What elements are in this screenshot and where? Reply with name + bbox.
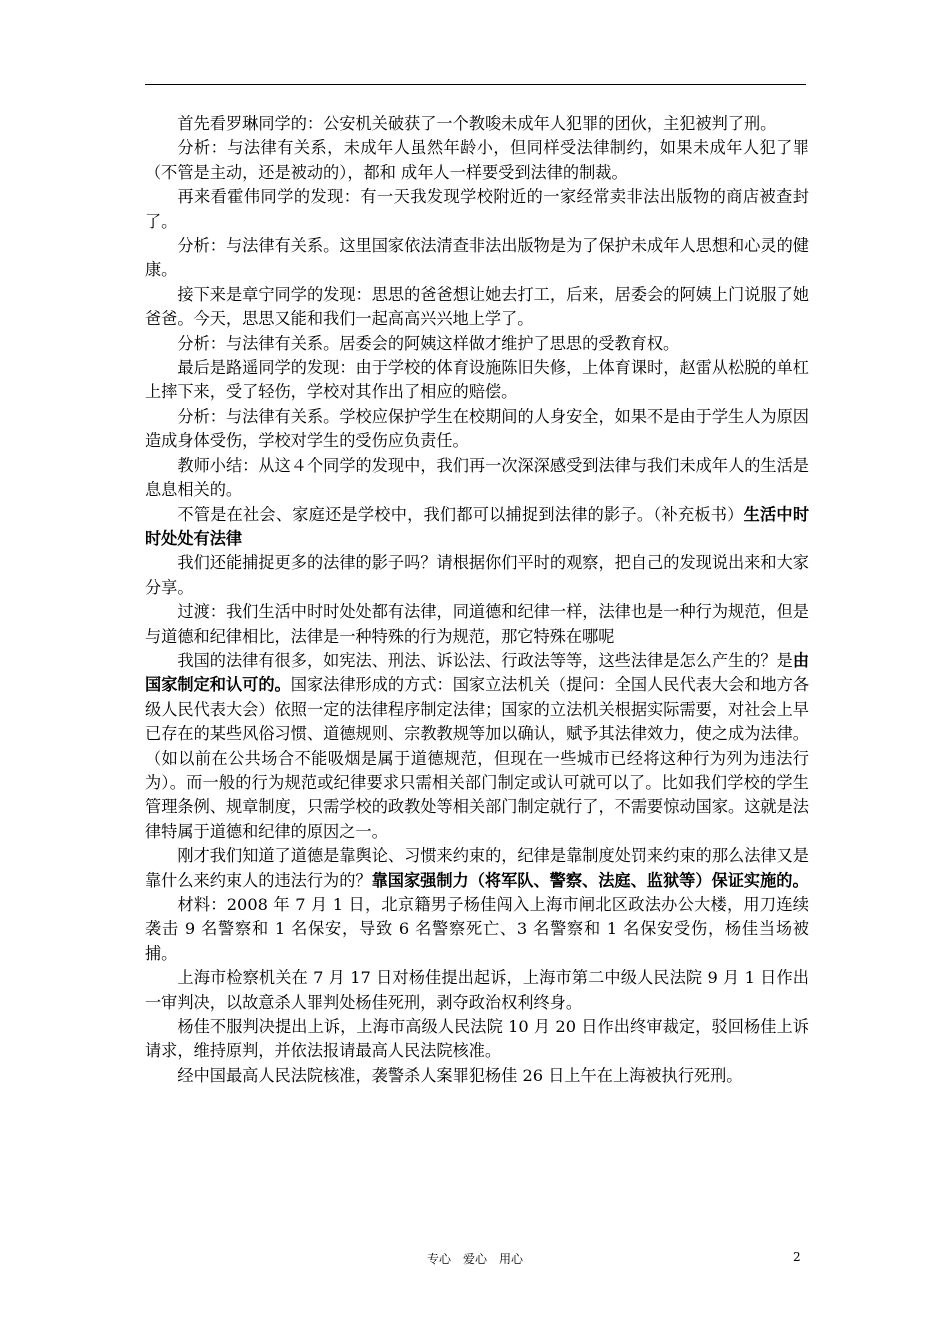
paragraph <box>145 136 809 185</box>
paragraph-text: 杨佳不服判决提出上诉，上海市高级人民法院 10 月 20 日作出终审裁定，驳回杨佳上诉请求，维持原判，并依法报请最高人民法院核准。 <box>145 1017 809 1061</box>
paragraph <box>145 1064 809 1088</box>
emphasis-text: 靠国家强制力（将军队、警察、法庭、监狱等）保证实施的。 <box>371 870 809 890</box>
paragraph <box>145 234 809 283</box>
page-number: 2 <box>793 1250 801 1264</box>
paragraph <box>145 503 809 552</box>
paragraph-text: 首先看罗琳同学的：公安机关破获了一个教唆未成年人犯罪的团伙，主犯被判了刑。 <box>177 114 777 133</box>
footer-motto: 专心 爱心 用心 <box>426 1252 523 1266</box>
paragraph <box>145 966 809 1015</box>
paragraph <box>145 844 809 893</box>
paragraph <box>145 283 809 332</box>
paragraph <box>145 1015 809 1064</box>
paragraph <box>145 649 809 844</box>
paragraph-text: 我们还能捕捉更多的法律的影子吗？请根据你们平时的观察，把自己的发现说出来和大家分享。 <box>145 553 809 597</box>
paragraph <box>145 893 809 966</box>
paragraph-text: 接下来是章宁同学的发现：思思的爸爸想让她去打工，后来，居委会的阿姨上门说服了她爸爸。今天，思思又能和我们一起高高兴兴地上学了。 <box>145 284 809 329</box>
paragraph-text: 国家法律形成的方式：国家立法机关（提问：全国人民代表大会和地方各级人民代表大会）依照一定的法律程序制定法律；国家的立法机关根据实际需要，对社会上早已存在的某些风俗习惯、道德规则、宗教教规等加以确认，赋予其法律效力，使之成为法律。（如以前在公共场合不能吸烟是属于道德规范，但现在一些城市已经将这种行为列为违法行为）。而一般的行为规范或纪律要求只需相关部门制定或认可就可以了。比如我们学校的学生管理条例、规章制度，只需学校的政教处等相关部门制定就行了，不需要惊动国家。这就是法律特属于道德和纪律的原因之一。 <box>145 675 810 841</box>
paragraph-text: 分析：与法律有关系，未成年人虽然年龄小，但同样受法律制约，如果未成年人犯了罪（不管是主动，还是被动的），都和 成年人一样要受到法律的制裁。 <box>145 138 809 182</box>
paragraph <box>145 185 809 234</box>
paragraph-text: 分析：与法律有关系。学校应保护学生在校期间的人身安全，如果不是由于学生人为原因造成身体受伤，学校对学生的受伤应负责任。 <box>145 406 809 451</box>
paragraph-text: 分析：与法律有关系。居委会的阿姨这样做才维护了思思的受教育权。 <box>177 333 680 353</box>
paragraph <box>145 356 809 405</box>
paragraph-text: 再来看霍伟同学的发现：有一天我发现学校附近的一家经常卖非法出版物的商店被查封了。 <box>145 187 809 231</box>
paragraph <box>145 551 809 600</box>
paragraph-text: 刚才我们知道了道德是靠舆论、习惯来约束的，纪律是靠制度处罚来约束的那么法律又是靠什么来约束人的违法行为的？ <box>145 846 809 890</box>
paragraph-text: 过渡：我们生活中时时处处都有法律，同道德和纪律一样，法律也是一种行为规范，但是与道德和纪律相比，法律是一种特殊的行为规范，那它特殊在哪呢 <box>145 602 809 646</box>
paragraph-text: 最后是路遥同学的发现：由于学校的体育设施陈旧失修，上体育课时，赵雷从松脱的单杠上摔下来，受了轻伤，学校对其作出了相应的赔偿。 <box>145 358 809 402</box>
paragraph-text: 我国的法律有很多，如宪法、刑法、诉讼法、行政法等等，这些法律是怎么产生的？是 <box>177 650 793 670</box>
paragraph-text: 不管是在社会、家庭还是学校中，我们都可以捕捉到法律的影子。（补充板书） <box>177 504 744 524</box>
paragraph <box>145 332 809 356</box>
paragraph <box>145 405 809 454</box>
paragraph-text: 材料：2008 年 7 月 1 日，北京籍男子杨佳闯入上海市闸北区政法办公大楼，用刀连续袭击 9 名警察和 1 名保安，导致 6 名警察死亡、3 名警察和 1 名保安受伤，杨佳当场被捕。 <box>145 895 809 963</box>
document-body <box>145 112 809 1088</box>
paragraph-text: 上海市检察机关在 7 月 17 日对杨佳提出起诉，上海市第二中级人民法院 9 月 1 日作出一审判决，以故意杀人罪判处杨佳死刑，剥夺政治权利终身。 <box>145 968 809 1012</box>
paragraph-text: 分析：与法律有关系。这里国家依法清查非法出版物是为了保护未成年人思想和心灵的健康。 <box>145 236 809 280</box>
emphasis-text: 生活中时时处处有法律 <box>145 504 810 548</box>
paragraph-text: 教师小结：从这４个同学的发现中，我们再一次深深感受到法律与我们未成年人的生活是息息相关的。 <box>145 455 809 500</box>
paragraph-text: 经中国最高人民法院核准，袭警杀人案罪犯杨佳 26 日上午在上海被执行死刑。 <box>177 1065 743 1085</box>
emphasis-text: 由国家制定和认可的。 <box>145 650 809 695</box>
paragraph <box>145 112 809 136</box>
header-rule <box>145 84 806 85</box>
paragraph <box>145 454 809 503</box>
paragraph <box>145 600 809 649</box>
